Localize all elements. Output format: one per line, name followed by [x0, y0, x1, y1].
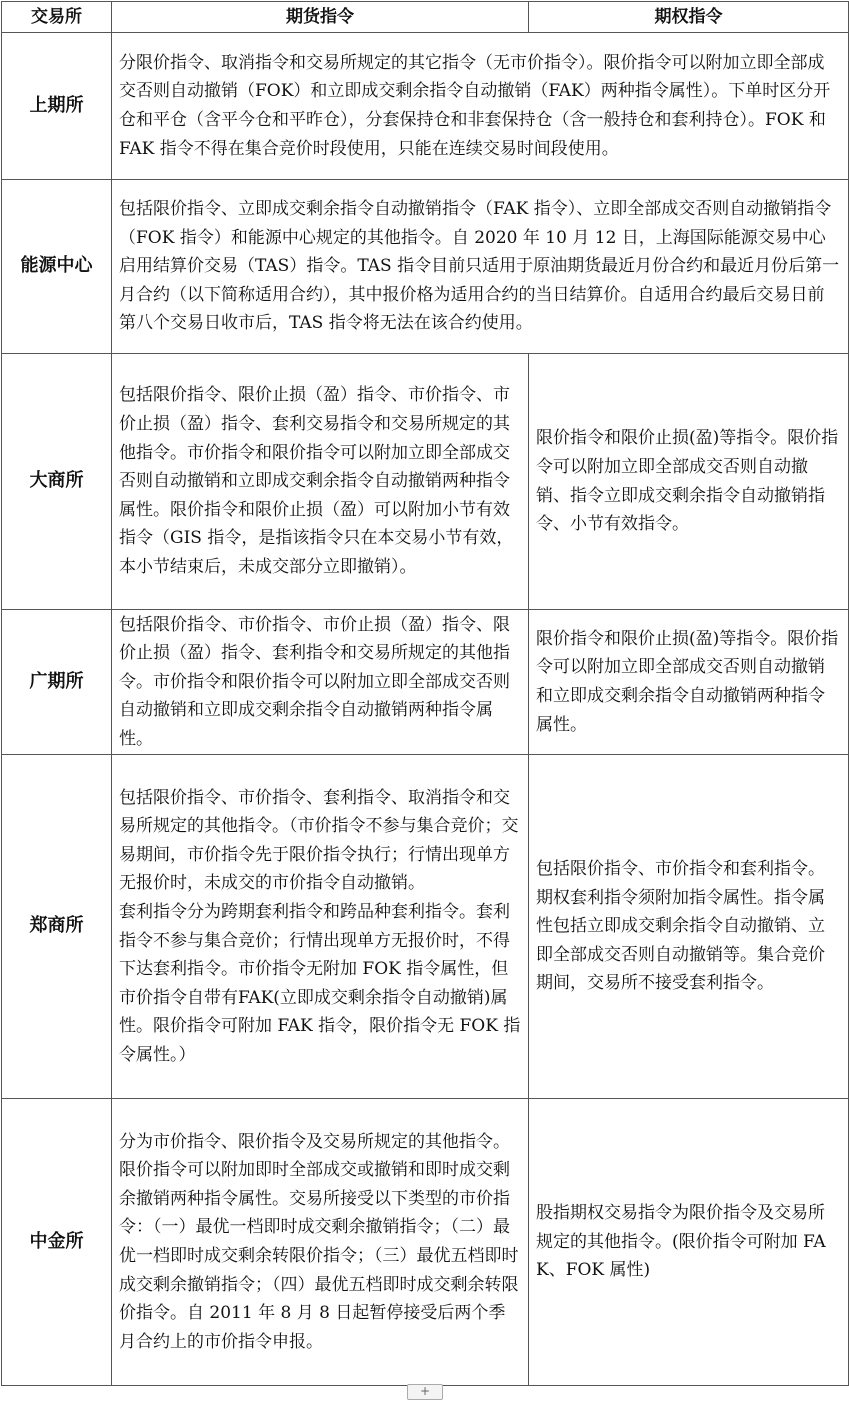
add-row-button[interactable]: + [407, 1384, 443, 1400]
futures-cell [112, 755, 529, 1099]
exchange-cell: 郑商所 [2, 755, 112, 1099]
futures-cell: 分限价指令、取消指令和交易所规定的其它指令（无市价指令）。限价指令可以附加立即全部成交否则自动撤销（FOK）和立即成交剩余指令自动撤销（FAK）两种指令属性）。下单时区分开仓和平仓（含平今仓和平昨仓），分套保持仓和非套保持仓（含一般持仓和套利持仓）。FOK 和 FAK 指令不得在集合竞价时段使用，只能在连续交易时间段使用。 [112, 33, 849, 180]
options-cell: 限价指令和限价止损(盈)等指令。限价指令可以附加立即全部成交否则自动撤销、指令立即成交剩余指令自动撤销指令、小节有效指令。 [529, 354, 849, 610]
exchange-cell: 上期所 [2, 33, 112, 180]
futures-cell: 分为市价指令、限价指令及交易所规定的其他指令。限价指令可以附加即时全部成交或撤销和即时成交剩余撤销两种指令属性。交易所接受以下类型的市价指令：（一）最优一档即时成交剩余撤销指令；（二）最优一档即时成交剩余转限价指令；（三）最优五档即时成交剩余撤销指令；（四）最优五档即时成交剩余转限价指令。自 2011 年 8 月 8 日起暂停接受后两个季月合约上的市价指令申报。 [112, 1099, 529, 1386]
exchange-cell: 广期所 [2, 610, 112, 755]
exchange-cell: 大商所 [2, 354, 112, 610]
table-row [2, 354, 849, 610]
table-row [2, 755, 849, 1099]
exchange-cell: 中金所 [2, 1099, 112, 1386]
table-row [2, 610, 849, 755]
options-cell: 限价指令和限价止损(盈)等指令。限价指令可以附加立即全部成交否则自动撤销和立即成交剩余指令自动撤销两种指令属性。 [529, 610, 849, 755]
exchange-cell: 能源中心 [2, 180, 112, 354]
order-types-table [1, 1, 849, 1386]
table-row [2, 180, 849, 354]
futures-paragraph: 套利指令分为跨期套利指令和跨品种套利指令。套利指令不参与集合竞价；行情出现单方无报价时，不得下达套利指令。市价指令无附加 FOK 指令属性，但市价指令自带有FAK(立即成交剩余指令自动撤销)属性。限价指令可附加 FAK 指令，限价指令无 FOK 指令属性。） [119, 901, 521, 1065]
futures-cell: 包括限价指令、限价止损（盈）指令、市价指令、市价止损（盈）指令、套利交易指令和交易所规定的其他指令。市价指令和限价指令可以附加立即全部成交否则自动撤销和立即成交剩余指令自动撤销两种指令属性。限价指令和限价止损（盈）可以附加小节有效指令（GIS 指令，是指该指令只在本交易小节有效，本小节结束后，未成交部分立即撤销）。 [112, 354, 529, 610]
options-cell: 股指期权交易指令为限价指令及交易所规定的其他指令。(限价指令可附加 FAK、FOK 属性) [529, 1099, 849, 1386]
header-exchange: 交易所 [2, 2, 112, 33]
futures-cell: 包括限价指令、市价指令、市价止损（盈）指令、限价止损（盈）指令、套利指令和交易所规定的其他指令。市价指令和限价指令可以附加立即全部成交否则自动撤销和立即成交剩余指令自动撤销两种指令属性。 [112, 610, 529, 755]
header-futures: 期货指令 [112, 2, 529, 33]
futures-paragraph: 包括限价指令、市价指令、套利指令、取消指令和交易所规定的其他指令。（市价指令不参与集合竞价；交易期间，市价指令先于限价指令执行；行情出现单方无报价时，未成交的市价指令自动撤销。 [119, 787, 519, 894]
table-header-row [2, 2, 849, 33]
options-cell: 包括限价指令、市价指令和套利指令。期权套利指令须附加指令属性。指令属性包括立即成交剩余指令自动撤销、立即全部成交否则自动撤销等。集合竞价期间，交易所不接受套利指令。 [529, 755, 849, 1099]
table-row [2, 1099, 849, 1386]
header-options: 期权指令 [529, 2, 849, 33]
table-row [2, 33, 849, 180]
futures-cell: 包括限价指令、立即成交剩余指令自动撤销指令（FAK 指令）、立即全部成交否则自动撤销指令（FOK 指令）和能源中心规定的其他指令。自 2020 年 10 月 12 日，上海国际能源交易中心启用结算价交易（TAS）指令。TAS 指令目前只适用于原油期货最近月份合约和最近月份后第一月合约（以下简称适用合约），其中报价格为适用合约的当日结算价。自适用合约最后交易日前第八个交易日收市后，TAS 指令将无法在该合约使用。 [112, 180, 849, 354]
